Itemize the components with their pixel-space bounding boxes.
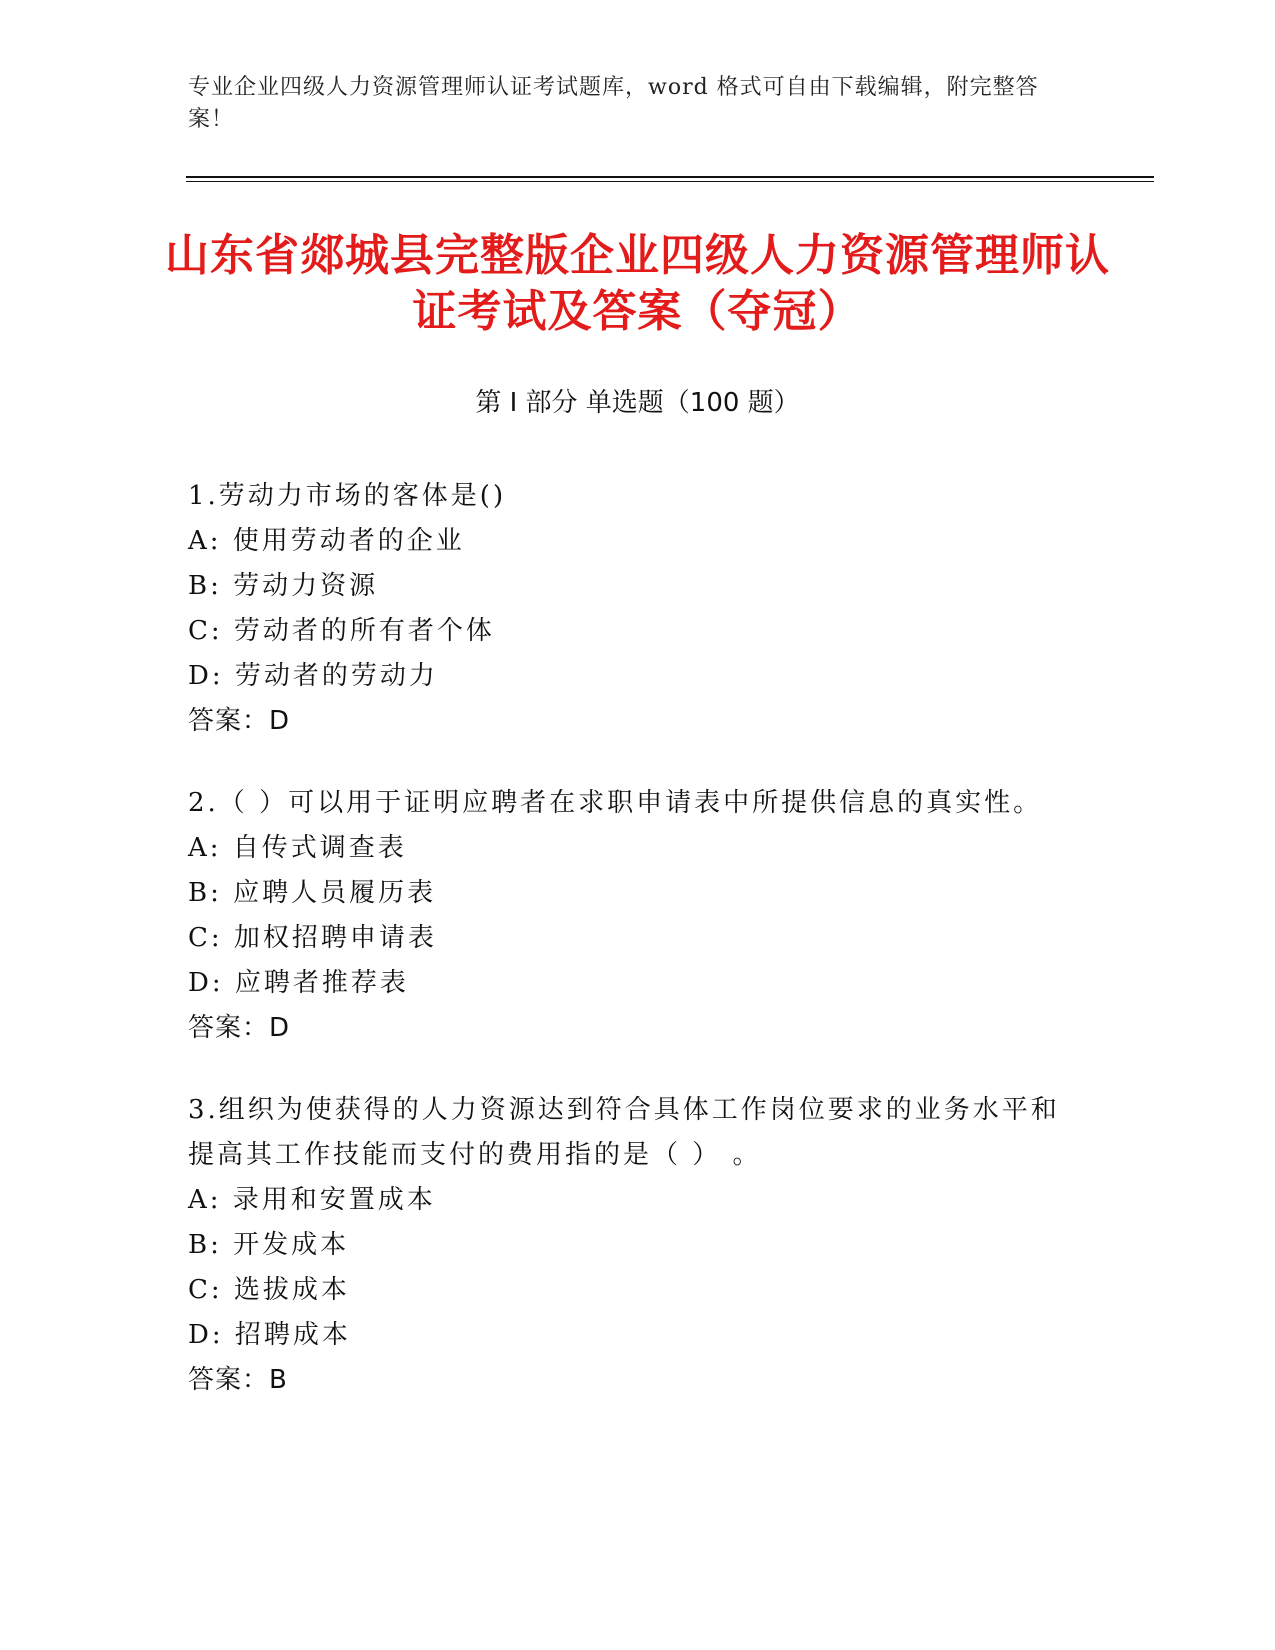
question-stem: 1.劳动力市场的客体是()	[188, 481, 507, 511]
document-title: 山东省郯城县完整版企业四级人力资源管理师认证考试及答案（夺冠）	[165, 230, 1110, 337]
option-b: B: 开发成本	[188, 1230, 350, 1260]
question-stem: 3.组织为使获得的人力资源达到符合具体工作岗位要求的业务水平和提高其工作技能而支付的费用指的是（ ） 。	[188, 1095, 1060, 1170]
option-d: D: 劳动者的劳动力	[188, 661, 438, 691]
answer: 答案：D	[188, 706, 291, 736]
header-rule-thick	[186, 176, 1154, 178]
option-d: D: 应聘者推荐表	[188, 968, 409, 998]
header-rule-thin	[186, 181, 1154, 182]
option-c: C: 选拔成本	[188, 1275, 350, 1305]
header-note: 专业企业四级人力资源管理师认证考试题库，word 格式可自由下载编辑，附完整答案！	[188, 75, 1039, 132]
section-title: 第 I 部分 单选题（100 题）	[475, 388, 800, 418]
question-list	[188, 474, 1068, 1440]
option-a: A: 自传式调查表	[188, 833, 407, 863]
option-b: B: 应聘人员履历表	[188, 878, 437, 908]
answer: 答案：D	[188, 1013, 291, 1043]
question-stem: 2.（ ）可以用于证明应聘者在求职申请表中所提供信息的真实性。	[188, 788, 1043, 818]
question-1	[188, 474, 1068, 744]
question-3	[188, 1088, 1068, 1403]
option-b: B: 劳动力资源	[188, 571, 379, 601]
option-d: D: 招聘成本	[188, 1320, 351, 1350]
option-c: C: 加权招聘申请表	[188, 923, 437, 953]
option-a: A: 使用劳动者的企业	[188, 526, 465, 556]
question-2	[188, 781, 1068, 1051]
option-a: A: 录用和安置成本	[188, 1185, 436, 1215]
answer: 答案：B	[188, 1365, 288, 1395]
option-c: C: 劳动者的所有者个体	[188, 616, 495, 646]
